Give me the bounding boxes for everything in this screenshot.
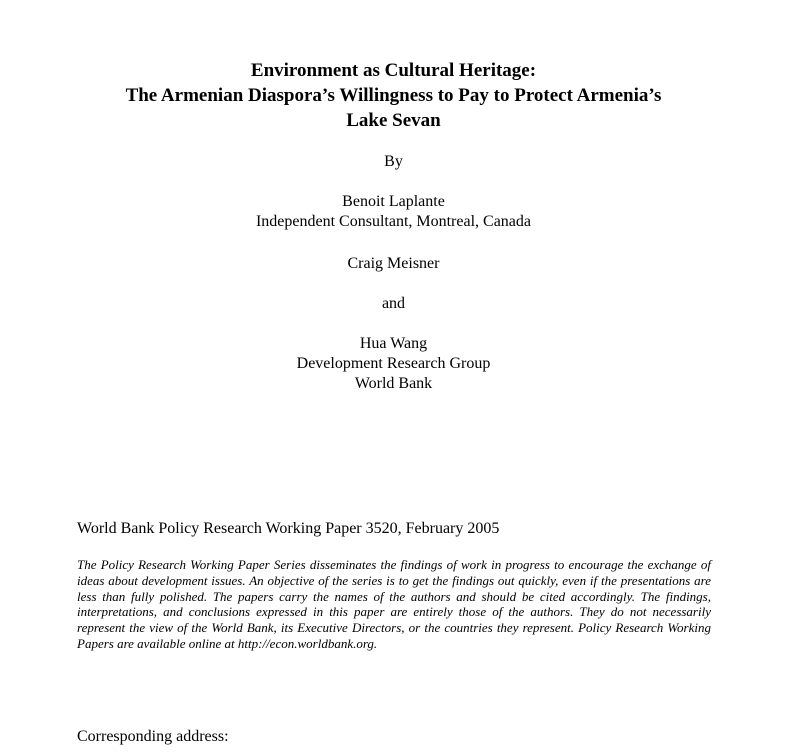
author-name: Hua Wang	[359, 335, 428, 352]
author-affiliation: Development Research Group	[296, 355, 491, 372]
author-name: Craig Meisner	[347, 255, 440, 272]
title-line-1: Environment as Cultural Heritage:	[250, 60, 537, 81]
series-disclaimer: The Policy Research Working Paper Series disseminates the findings of work in progress to encourage the exchange of ideas about development issues. An objective of the series is to get the findings out quickly, even if the presentations are less than fully polished. The papers carry the names of the authors and should be cited accordingly. The findings, interpretations, and conclusions expressed in this paper are entirely those of the authors. They do not necessarily represent the view of the World Bank, its Executive Directors, or the countries they represent. Policy Research Working Papers are available online at http://econ.worldbank.org.	[77, 557, 711, 651]
and-label: and	[381, 295, 406, 312]
title-line-3: Lake Sevan	[346, 110, 441, 131]
author-name: Benoit Laplante	[342, 193, 445, 210]
author-block-wang	[0, 334, 787, 394]
paper-title	[0, 58, 787, 133]
author-block-laplante	[0, 192, 787, 232]
author-affiliation: Independent Consultant, Montreal, Canada	[255, 213, 532, 230]
author-block-meisner	[0, 254, 787, 274]
title-line-2: The Armenian Diaspora’s Willingness to Pay to Protect Armenia’s	[125, 85, 662, 106]
working-paper-series-line: World Bank Policy Research Working Paper 3520, February 2005	[77, 520, 500, 537]
author-affiliation: World Bank	[354, 375, 433, 392]
by-label: By	[384, 153, 403, 170]
corresponding-address-label: Corresponding address:	[77, 728, 229, 745]
